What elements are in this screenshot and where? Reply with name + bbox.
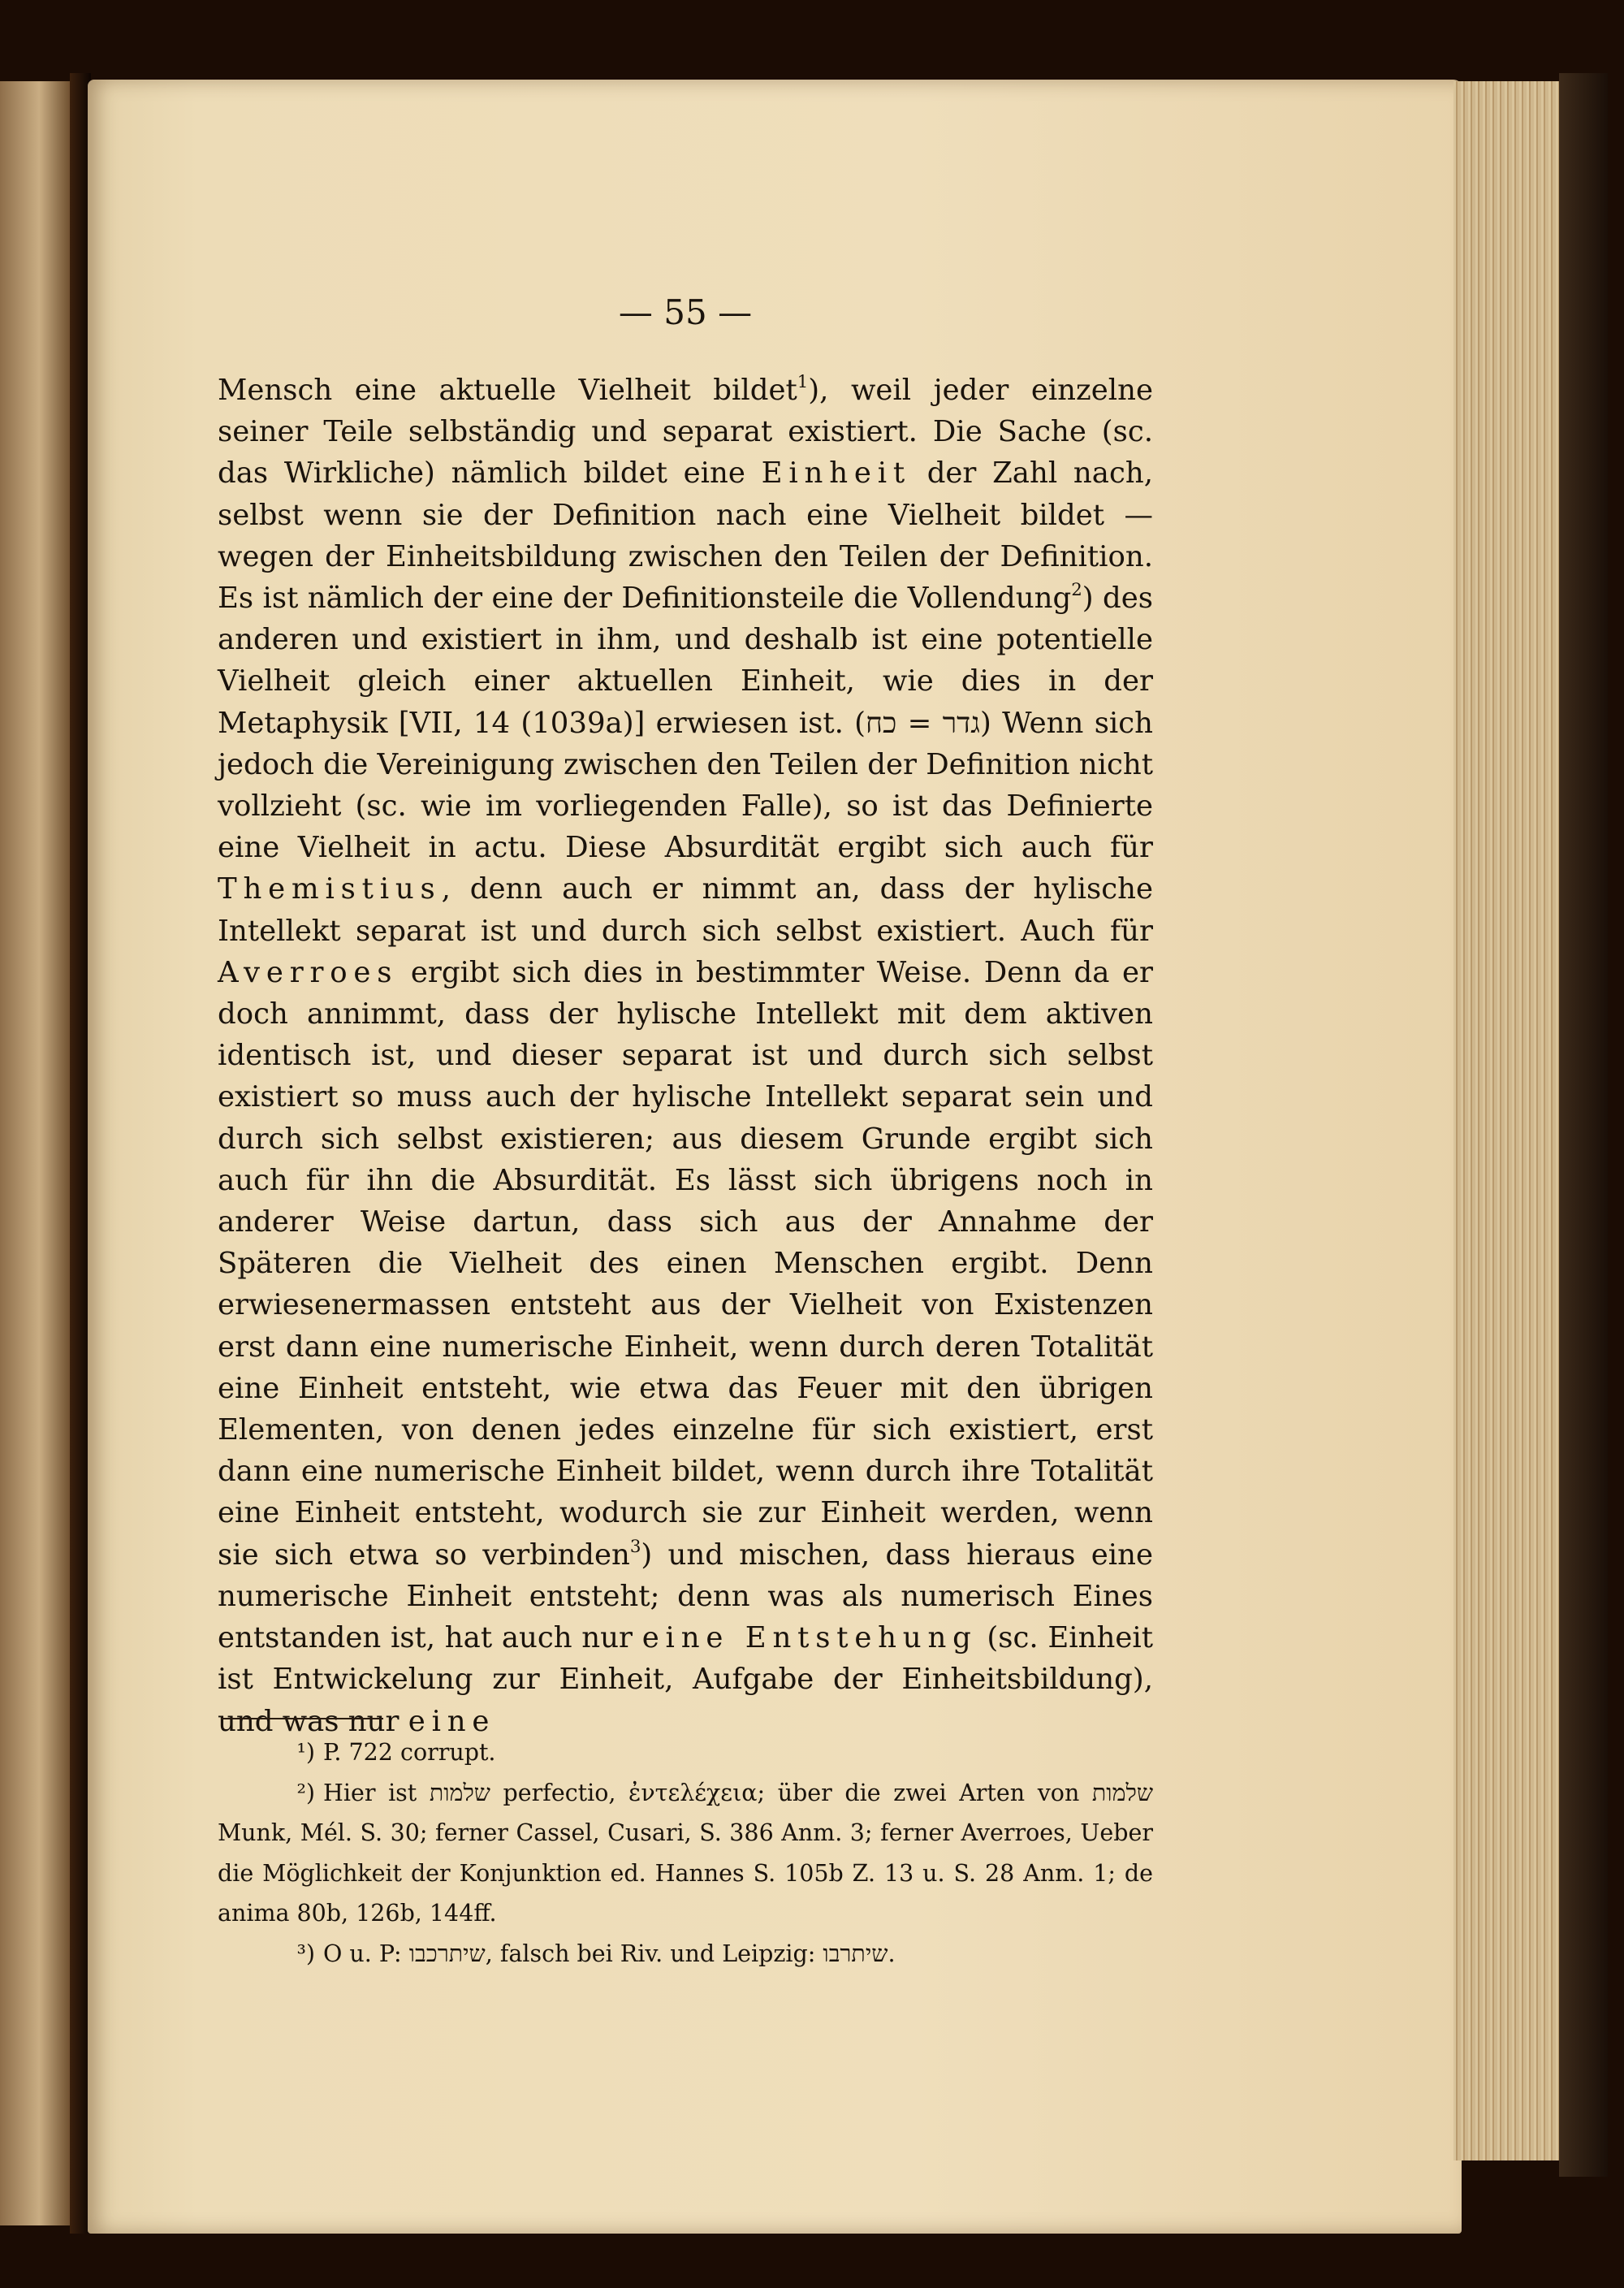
emphasis-eine: eine [408, 1704, 496, 1738]
footnote-mark: ²) [296, 1779, 315, 1806]
emphasis-einheit: Einheit [761, 456, 911, 491]
main-paragraph [218, 370, 1153, 1742]
footnote-1 [218, 1732, 1153, 1773]
footnote-3 [218, 1934, 1153, 1974]
footnote-ref-3: 3 [629, 1536, 641, 1557]
emphasis-themistius: Themistius [218, 872, 442, 906]
left-page-edge [0, 81, 71, 2225]
text-run: ergibt sich dies in bestimmter Weise. Denn da er doch annimmt, dass der hylische Intellekt mit dem aktiven identisch ist, und dieser separat ist und durch sich selbst existiert so muss auch der hylische Intellekt separat sein und durch sich selbst existieren; aus diesem Grunde ergibt sich auch für ihn die Absurdität. Es lässt sich übrigens noch in anderer Weise dartun, dass sich aus der Annahme der Späteren die Vielheit des einen Menschen ergibt. Denn erwiesenermassen entsteht aus der Vielheit von Existenzen erst dann eine numerische Einheit, wenn durch deren Totalität eine Einheit entsteht, wie etwa das Feuer mit den übrigen Elementen, von denen jedes einzelne für sich existiert, erst dann eine numerische Einheit bildet, wenn durch ihre Totalität eine Einheit entsteht, wodurch sie zur Einheit werden, wenn sie sich etwa so verbinden [218, 955, 1153, 1572]
page-number: — 55 — [618, 292, 753, 332]
text-run: , denn auch er nimmt an, dass der hylische Intellekt separat ist und durch sich selbst existiert. Auch für [218, 872, 1153, 948]
emphasis-averroes: Averroes [218, 955, 399, 989]
footnote-ref-1: 1 [797, 372, 809, 393]
footnote-mark: ¹) [296, 1739, 315, 1766]
text-run: Mensch eine aktuelle Vielheit bildet [218, 374, 797, 407]
text-run: der Zahl nach, selbst wenn sie der Definition nach eine Vielheit bildet — wegen der Einheitsbildung zwischen den Teilen der Definition. Es ist nämlich der eine der Definitionsteile die Vollendung [218, 456, 1153, 616]
text-run: (sc. Einheit ist Entwickelung zur Einheit, Aufgabe der Einheitsbildung), und was nur [218, 1621, 1153, 1738]
footnote-2 [218, 1773, 1153, 1934]
emphasis-entstehung: eine Entstehung [641, 1621, 978, 1655]
text-run: ) des anderen und existiert in ihm, und deshalb ist eine potentielle Vielheit gleich einer aktuellen Einheit, wie dies in der Metaphysik [VII, 14 (1039a)] erwiesen ist. (גדר = כח) Wenn sich jedoch die Vereinigung zwischen den Teilen der Definition nicht vollzieht (sc. wie im vorliegenden Falle), so ist das Definierte eine Vielheit in actu. Diese Absurdität ergibt sich auch für [218, 582, 1154, 865]
footnote-text: P. 722 corrupt. [323, 1739, 496, 1766]
text-run: ) und mischen, dass hieraus eine numerische Einheit entsteht; denn was als numerisch Eines entstanden ist, hat auch nur [218, 1538, 1153, 1655]
book-cover-edge [1559, 73, 1608, 2177]
footnote-text: Hier ist שלמות perfectio, ἐντελέχεια; über die zwei Arten von שלמות Munk, Mél. S. 30; ferner Cassel, Cusari, S. 386 Anm. 3; ferner Averroes, Ueber die Möglichkeit der Konjunktion ed. Hannes S. 105b Z. 13 u. S. 28 Anm. 1; de anima 80b, 126b, 144ff. [218, 1779, 1153, 1927]
footnote-divider [221, 1718, 383, 1719]
footnotes [218, 1732, 1153, 1974]
footnote-text: O u. P: שיתרכבו, falsch bei Riv. und Leipzig: שיתרבו. [323, 1940, 896, 1967]
text-run: ), weil jeder einzelne seiner Teile selbständig und separat existiert. Die Sache (sc. das Wirkliche) nämlich bildet eine [218, 374, 1153, 491]
footnote-ref-2: 2 [1071, 580, 1082, 601]
footnote-mark: ³) [296, 1940, 315, 1967]
page-edges [1453, 81, 1564, 2160]
